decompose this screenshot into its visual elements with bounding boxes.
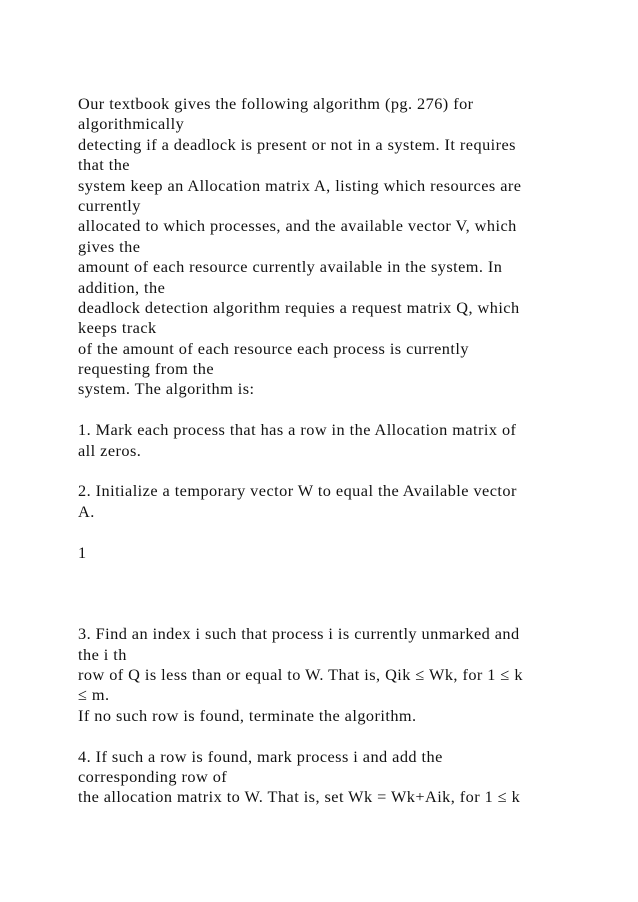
paragraph-gap [78, 522, 568, 542]
paragraph-gap [78, 400, 568, 420]
intro-paragraph [78, 94, 568, 400]
document-text [78, 94, 568, 808]
text-line: all zeros. [78, 440, 142, 460]
text-line: that the [78, 155, 130, 175]
text-line: 4. If such a row is found, mark process i and add the [78, 746, 443, 766]
text-line: system. The algorithm is: [78, 379, 255, 399]
text-line: A. [78, 501, 95, 521]
paragraph-gap [78, 461, 568, 481]
text-line: ≤ m. [78, 685, 110, 705]
step-2 [78, 481, 568, 522]
text-line: amount of each resource currently available in the system. In [78, 257, 503, 277]
text-line: algorithmically [78, 114, 185, 134]
paragraph-gap [78, 604, 568, 624]
step-1 [78, 420, 568, 461]
text-line: row of Q is less than or equal to W. That is, Qik ≤ Wk, for 1 ≤ k [78, 664, 523, 684]
text-line: Our textbook gives the following algorithm (pg. 276) for [78, 94, 474, 113]
text-line: requesting from the [78, 359, 215, 379]
text-line: 2. Initialize a temporary vector W to equal the Available vector [78, 481, 517, 501]
paragraph-gap [78, 563, 568, 583]
step-4 [78, 747, 568, 808]
text-line: keeps track [78, 318, 157, 338]
text-line: 1. Mark each process that has a row in the Allocation matrix of [78, 420, 517, 440]
text-line: gives the [78, 236, 141, 256]
text-line: corresponding row of [78, 766, 228, 786]
paragraph-gap [78, 583, 568, 603]
page-number: 1 [78, 542, 87, 562]
text-line: currently [78, 195, 141, 215]
text-line: If no such row is found, terminate the algorithm. [78, 705, 417, 725]
text-line: of the amount of each resource each process is currently [78, 338, 469, 358]
paragraph-gap [78, 726, 568, 746]
text-line: detecting if a deadlock is present or not in a system. It requires [78, 134, 516, 154]
text-line: the i th [78, 644, 127, 664]
text-line: allocated to which processes, and the available vector V, which [78, 216, 517, 236]
step-3 [78, 624, 568, 726]
text-line: deadlock detection algorithm requies a request matrix Q, which [78, 297, 520, 317]
text-line: the allocation matrix to W. That is, set Wk = Wk+Aik, for 1 ≤ k [78, 787, 521, 807]
text-line: addition, the [78, 277, 166, 297]
text-line: system keep an Allocation matrix A, listing which resources are [78, 175, 522, 195]
text-line: 3. Find an index i such that process i is currently unmarked and [78, 624, 520, 644]
